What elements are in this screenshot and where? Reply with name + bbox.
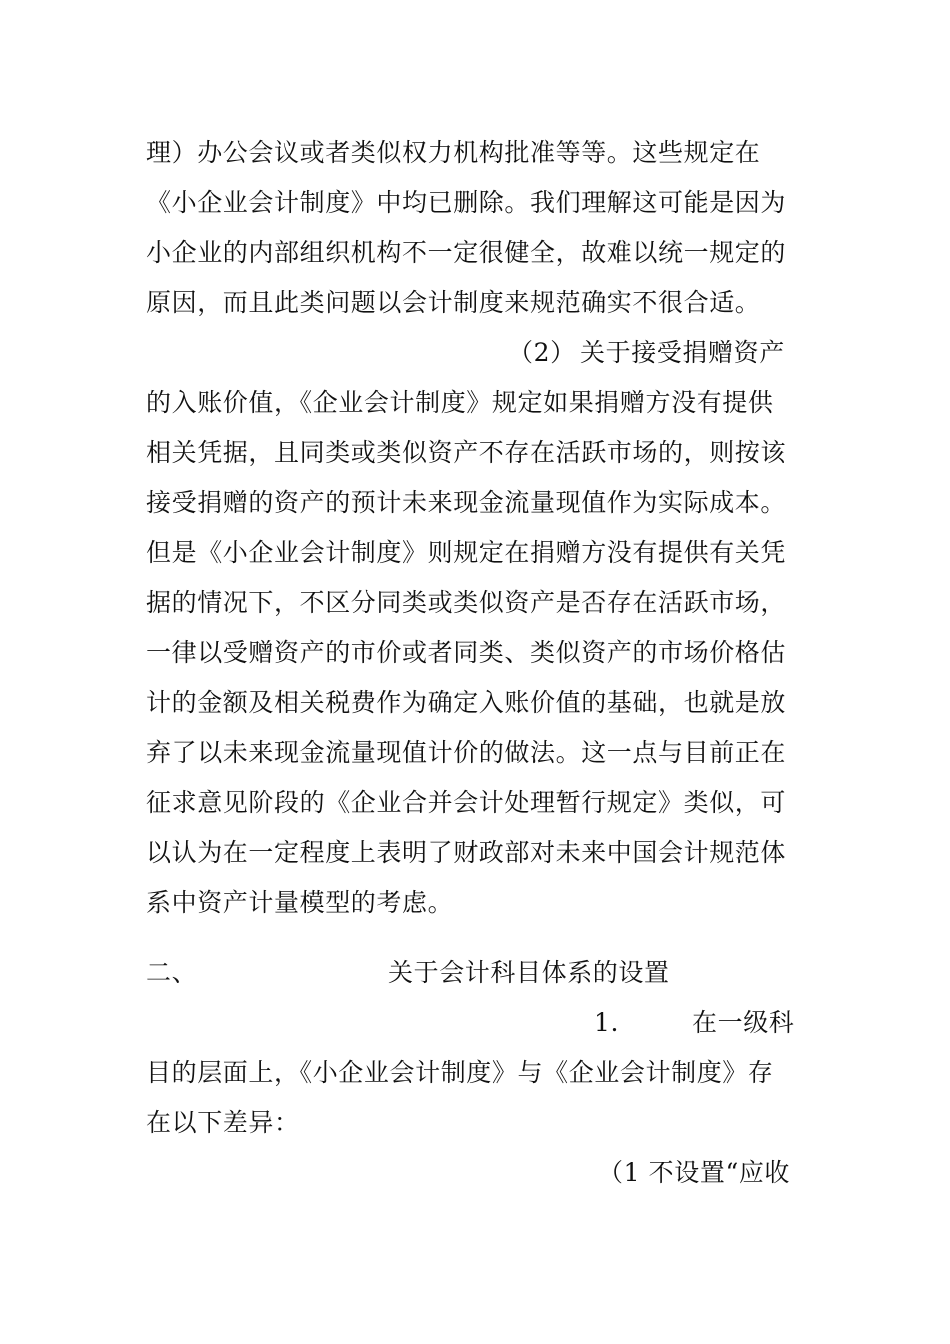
text-line: 相关凭据，且同类或类似资产不存在活跃市场的，则按该 <box>146 438 787 467</box>
text-line: 据的情况下，不区分同类或类似资产是否存在活跃市场， <box>146 588 787 617</box>
text-line: 征求意见阶段的《企业合并会计处理暂行规定》类似，可 <box>146 788 787 817</box>
text-line: 小企业的内部组织机构不一定很健全，故难以统一规定的 <box>146 238 787 267</box>
section-title: 关于会计科目体系的设置 <box>388 958 670 987</box>
sub-item-text: （1 不设置“应收 <box>598 1158 791 1187</box>
text-line: 以认为在一定程度上表明了财政部对未来中国会计规范体 <box>146 838 787 867</box>
text-line: 接受捐赠的资产的预计未来现金流量现值作为实际成本。 <box>146 488 787 517</box>
text-line: 但是《小企业会计制度》则规定在捐赠方没有提供有关凭 <box>146 538 787 567</box>
text-line: 一律以受赠资产的市价或者同类、类似资产的市场价格估 <box>146 638 787 667</box>
text-line: 计的金额及相关税费作为确定入账价值的基础，也就是放 <box>146 688 787 717</box>
text-line: 理）办公会议或者类似权力机构批准等等。这些规定在 <box>146 138 761 167</box>
text-line: 原因，而且此类问题以会计制度来规范确实不很合适。 <box>146 288 761 317</box>
item-number: 1. <box>594 1008 620 1037</box>
text-line: 的入账价值，《企业会计制度》规定如果捐赠方没有提供 <box>146 388 774 417</box>
text-line: 目的层面上，《小企业会计制度》与《企业会计制度》存 <box>146 1058 774 1087</box>
text-line: 《小企业会计制度》中均已删除。我们理解这可能是因为 <box>146 188 787 217</box>
section-number: 二、 <box>146 958 198 987</box>
paragraph-lead: 关于接受捐赠资产 <box>580 338 785 367</box>
text-line: 弃了以未来现金流量现值计价的做法。这一点与目前正在 <box>146 738 787 767</box>
text-line: 系中资产计量模型的考虑。 <box>146 888 454 917</box>
list-marker: （2） <box>508 338 576 367</box>
text-line: 在以下差异： <box>146 1108 300 1137</box>
item-lead: 在一级科 <box>692 1008 795 1037</box>
